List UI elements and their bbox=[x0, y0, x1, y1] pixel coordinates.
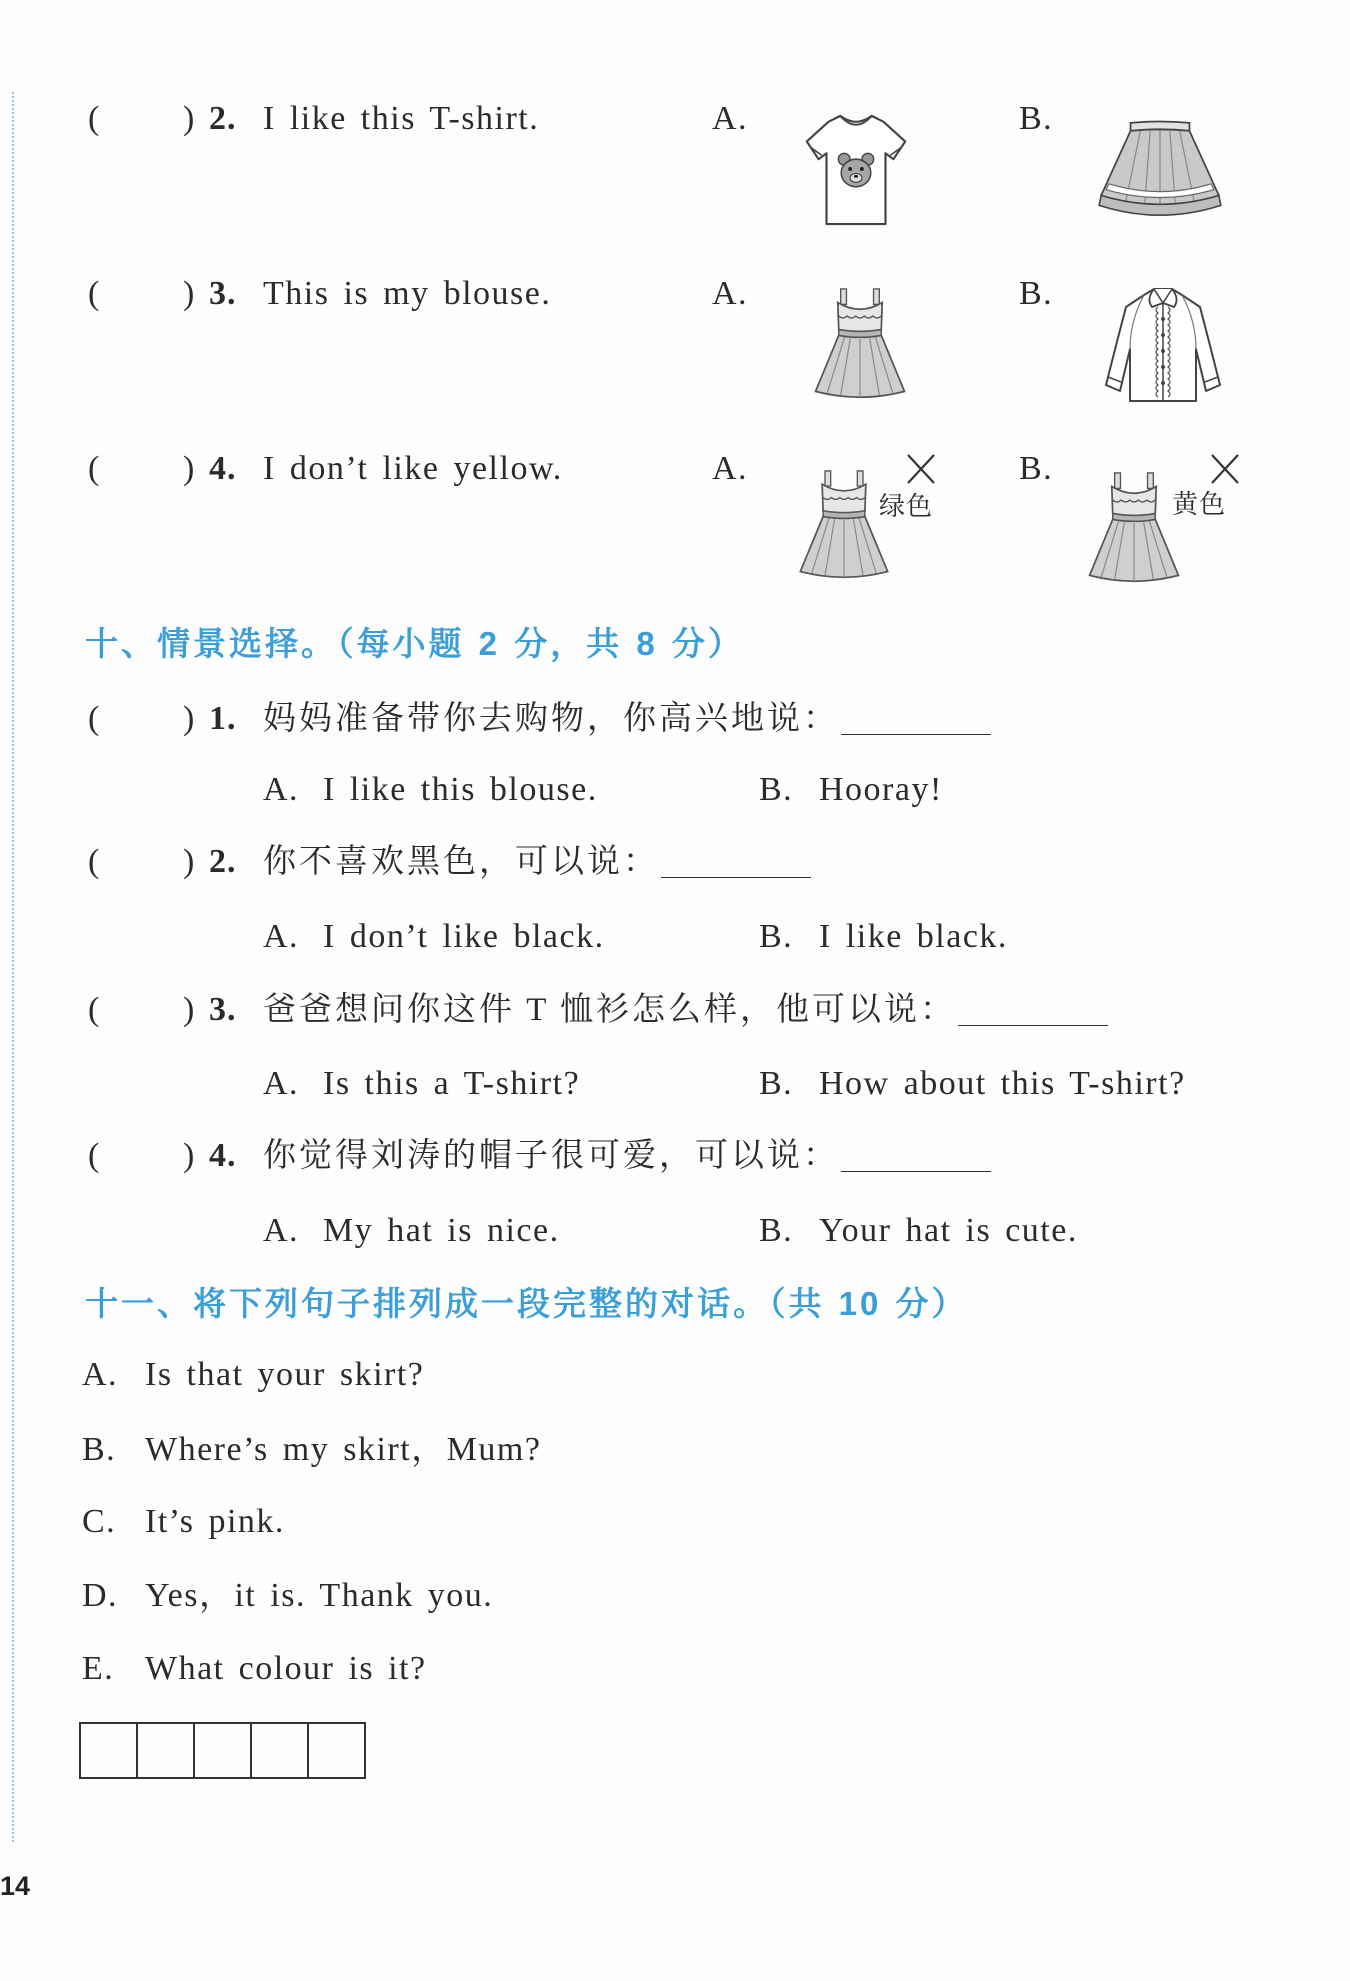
question-prompt: 你觉得刘涛的帽子很可爱，可以说： bbox=[263, 1138, 839, 1174]
sentence-text: What colour is it? bbox=[145, 1650, 427, 1687]
option-a-label: A. bbox=[263, 1065, 300, 1102]
blouse-icon bbox=[1100, 285, 1226, 407]
t-shirt-icon bbox=[800, 110, 912, 230]
option-a-label: A. bbox=[263, 771, 300, 808]
question-text: This is my blouse. bbox=[263, 275, 552, 312]
dialogue-sentence-c bbox=[0, 1502, 1350, 1542]
situation-question-4 bbox=[0, 1136, 1350, 1176]
question-number: 2. bbox=[209, 100, 237, 137]
answer-blank[interactable] bbox=[661, 847, 811, 878]
section-heading: 十一、将下列句子排列成一段完整的对话。（共 10 分） bbox=[85, 1285, 968, 1322]
question-prompt: 爸爸想问你这件 T 恤衫怎么样，他可以说： bbox=[263, 992, 957, 1028]
answer-box-1[interactable] bbox=[81, 1724, 138, 1777]
section-11-heading-row bbox=[0, 1284, 1350, 1324]
answer-blank[interactable] bbox=[841, 704, 991, 735]
situation-options-2 bbox=[0, 917, 1350, 957]
paren-open: ( bbox=[88, 100, 101, 137]
answer-box-2[interactable] bbox=[138, 1724, 195, 1777]
answer-slot[interactable] bbox=[104, 451, 176, 487]
sentence-label: D. bbox=[82, 1577, 119, 1614]
cross-icon bbox=[1209, 452, 1241, 486]
paren-close: ) bbox=[183, 450, 196, 487]
option-a-label: A. bbox=[712, 100, 749, 137]
answer-blank[interactable] bbox=[841, 1141, 991, 1172]
option-b-label: B. bbox=[759, 1212, 794, 1249]
question-number: 3. bbox=[209, 991, 237, 1028]
question-number: 4. bbox=[209, 450, 237, 487]
option-a-text: My hat is nice. bbox=[323, 1212, 560, 1249]
section-heading: 十、情景选择。（每小题 2 分，共 8 分） bbox=[85, 625, 744, 662]
situation-options-1 bbox=[0, 770, 1350, 810]
question-text: I don’t like yellow. bbox=[263, 450, 563, 487]
paren-open: ( bbox=[88, 991, 101, 1028]
option-b-label: B. bbox=[1019, 450, 1054, 487]
question-prompt: 你不喜欢黑色，可以说： bbox=[263, 844, 659, 880]
question-number: 1. bbox=[209, 700, 237, 737]
paren-close: ) bbox=[183, 275, 196, 312]
question-prompt-line bbox=[263, 699, 991, 739]
matching-row-2 bbox=[0, 99, 1350, 239]
sentence-text: Yes，it is. Thank you. bbox=[145, 1577, 494, 1614]
sentence-text: Where’s my skirt，Mum? bbox=[145, 1431, 542, 1468]
paren-open: ( bbox=[88, 700, 101, 737]
paren-open: ( bbox=[88, 275, 101, 312]
question-number: 4. bbox=[209, 1137, 237, 1174]
sentence-text: It’s pink. bbox=[145, 1503, 285, 1540]
order-answer-boxes bbox=[79, 1722, 366, 1779]
paren-close: ) bbox=[183, 700, 196, 737]
option-b-text: I like black. bbox=[819, 918, 1008, 955]
paren-close: ) bbox=[183, 1137, 196, 1174]
question-number: 2. bbox=[209, 843, 237, 880]
matching-row-3 bbox=[0, 274, 1350, 414]
sentence-text: Is that your skirt? bbox=[145, 1356, 425, 1393]
question-prompt-line bbox=[263, 842, 811, 882]
answer-box-5[interactable] bbox=[309, 1724, 364, 1777]
dialogue-sentence-b bbox=[0, 1430, 1350, 1470]
dress-icon bbox=[810, 287, 910, 403]
answer-slot[interactable] bbox=[104, 1138, 176, 1174]
sentence-label: E. bbox=[82, 1650, 115, 1687]
matching-row-4 bbox=[0, 449, 1350, 594]
answer-slot[interactable] bbox=[104, 701, 176, 737]
dialogue-sentence-a bbox=[0, 1355, 1350, 1395]
situation-question-3 bbox=[0, 990, 1350, 1030]
paren-open: ( bbox=[88, 450, 101, 487]
paren-close: ) bbox=[183, 843, 196, 880]
dialogue-sentence-d bbox=[0, 1576, 1350, 1616]
answer-slot[interactable] bbox=[104, 101, 176, 137]
question-number: 3. bbox=[209, 275, 237, 312]
answer-box-4[interactable] bbox=[252, 1724, 309, 1777]
question-text: I like this T-shirt. bbox=[263, 100, 540, 137]
paren-open: ( bbox=[88, 843, 101, 880]
option-b-text: Hooray! bbox=[819, 771, 943, 808]
answer-box-3[interactable] bbox=[195, 1724, 252, 1777]
sentence-label: B. bbox=[82, 1431, 117, 1468]
paren-close: ) bbox=[183, 100, 196, 137]
dress-icon bbox=[1085, 471, 1183, 587]
situation-question-2 bbox=[0, 842, 1350, 882]
answer-slot[interactable] bbox=[104, 992, 176, 1028]
answer-blank[interactable] bbox=[958, 995, 1108, 1026]
option-a-text: Is this a T-shirt? bbox=[323, 1065, 581, 1102]
answer-slot[interactable] bbox=[104, 276, 176, 312]
question-prompt-line bbox=[263, 1136, 991, 1176]
option-b-label: B. bbox=[1019, 275, 1054, 312]
option-b-text: How about this T-shirt? bbox=[819, 1065, 1186, 1102]
dress-icon bbox=[794, 469, 894, 583]
section-10-heading-row bbox=[0, 624, 1350, 664]
option-a-text: I don’t like black. bbox=[323, 918, 605, 955]
option-b-label: B. bbox=[759, 1065, 794, 1102]
option-a-label: A. bbox=[712, 275, 749, 312]
paren-open: ( bbox=[88, 1137, 101, 1174]
question-prompt-line bbox=[263, 990, 1108, 1030]
skirt-icon bbox=[1094, 119, 1226, 225]
sentence-label: C. bbox=[82, 1503, 117, 1540]
question-prompt: 妈妈准备带你去购物，你高兴地说： bbox=[263, 701, 839, 737]
color-note-yellow: 黄色 bbox=[1172, 490, 1227, 519]
situation-options-3 bbox=[0, 1064, 1350, 1104]
page-number: 14 bbox=[0, 1871, 31, 1901]
option-a-text: I like this blouse. bbox=[323, 771, 598, 808]
color-note-green: 绿色 bbox=[879, 492, 934, 521]
option-b-text: Your hat is cute. bbox=[819, 1212, 1078, 1249]
option-a-label: A. bbox=[263, 1212, 300, 1249]
paren-close: ) bbox=[183, 991, 196, 1028]
option-a-label: A. bbox=[712, 450, 749, 487]
option-b-label: B. bbox=[759, 918, 794, 955]
sentence-label: A. bbox=[82, 1356, 119, 1393]
answer-slot[interactable] bbox=[104, 844, 176, 880]
dialogue-sentence-e bbox=[0, 1649, 1350, 1689]
option-b-label: B. bbox=[759, 771, 794, 808]
cross-icon bbox=[905, 452, 937, 486]
situation-options-4 bbox=[0, 1211, 1350, 1251]
option-a-label: A. bbox=[263, 918, 300, 955]
option-b-label: B. bbox=[1019, 100, 1054, 137]
situation-question-1 bbox=[0, 699, 1350, 739]
